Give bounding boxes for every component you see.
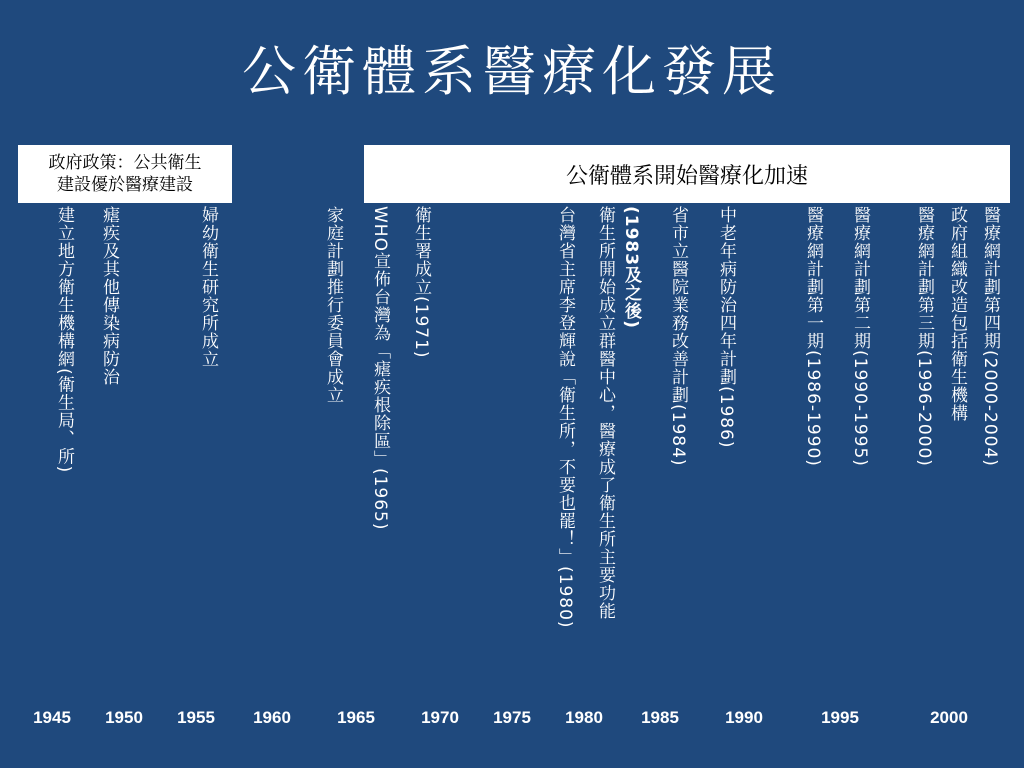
year-label: 1995 xyxy=(821,708,859,727)
policy-box: 政府政策：公共衛生 建設優於醫療建設 xyxy=(18,145,232,203)
event-local-health-network: 建立地方衛生機構網(衛生局、所) xyxy=(54,206,74,474)
event-1983-onward: (1983及之後) xyxy=(621,206,641,329)
event-chronic-disease-plan: 中老年病防治四年計劃(1986) xyxy=(716,206,736,449)
acceleration-box: 公衛體系開始醫療化加速 xyxy=(364,145,1010,203)
event-government-reorganization: 政府組織改造包括衛生機構 xyxy=(947,206,967,422)
year-label: 1990 xyxy=(725,708,763,727)
event-malaria-control: 瘧疾及其他傳染病防治 xyxy=(99,206,119,386)
event-governor-quote: 台灣省主席李登輝說「衛生所，不要也罷！」(1980) xyxy=(555,206,575,629)
year-label: 1960 xyxy=(253,708,291,727)
year-axis xyxy=(0,708,1024,738)
year-label: 1950 xyxy=(105,708,143,727)
year-label: 1945 xyxy=(33,708,71,727)
event-family-planning-committee: 家庭計劃推行委員會成立 xyxy=(323,206,343,404)
year-label: 1985 xyxy=(641,708,679,727)
year-label: 1980 xyxy=(565,708,603,727)
event-health-department-founded: 衛生署成立(1971) xyxy=(411,206,431,359)
event-medical-network-phase-2: 醫療網計劃第二期(1990-1995) xyxy=(850,206,870,467)
year-label: 1975 xyxy=(493,708,531,727)
event-hospital-improvement-plan: 省市立醫院業務改善計劃(1984) xyxy=(668,206,688,467)
event-medical-network-phase-4: 醫療網計劃第四期(2000-2004) xyxy=(980,206,1000,467)
event-who-malaria-eradication: WHO宣佈台灣為「瘧疾根除區」(1965) xyxy=(370,206,390,531)
event-medical-network-phase-1: 醫療網計劃第一期(1986-1990) xyxy=(803,206,823,467)
year-label: 1955 xyxy=(177,708,215,727)
year-label: 1965 xyxy=(337,708,375,727)
year-label: 2000 xyxy=(930,708,968,727)
event-group-practice-center: 衛生所開始成立群醫中心，醫療成了衛生所主要功能 xyxy=(595,206,615,620)
event-maternal-child-institute: 婦幼衛生研究所成立 xyxy=(198,206,218,368)
slide-title: 公衛體系醫療化發展 xyxy=(242,40,782,103)
event-medical-network-phase-3: 醫療網計劃第三期(1996-2000) xyxy=(914,206,934,467)
year-label: 1970 xyxy=(421,708,459,727)
